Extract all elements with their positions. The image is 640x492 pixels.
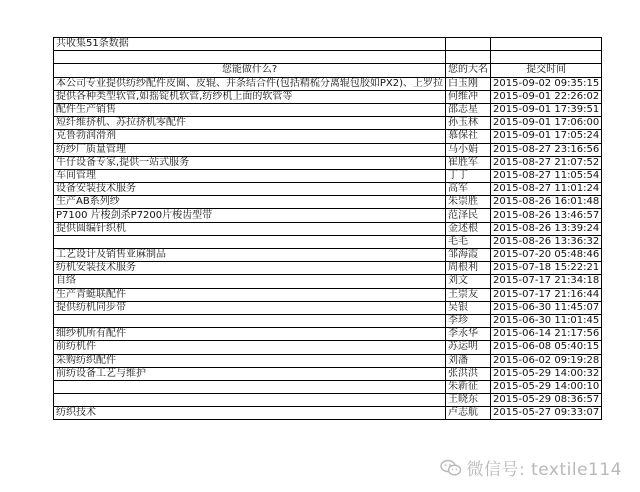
empty-cell[interactable] xyxy=(491,51,602,64)
cell-submit-time[interactable]: 2015-07-18 15:22:21 xyxy=(491,262,602,275)
header-row xyxy=(54,64,602,77)
cell-what-can-you-do[interactable]: 提供各种类型软管,如摇锭机软管,纺纱机上面的软管等 xyxy=(54,90,446,103)
cell-submit-time[interactable]: 2015-09-02 09:35:15 xyxy=(491,77,602,90)
cell-your-name[interactable]: 李永华 xyxy=(446,328,491,341)
table-row xyxy=(54,77,602,90)
cell-your-name[interactable]: 朱崇胜 xyxy=(446,196,491,209)
cell-submit-time[interactable]: 2015-08-27 11:01:24 xyxy=(491,183,602,196)
cell-submit-time[interactable]: 2015-08-27 21:07:52 xyxy=(491,156,602,169)
table-row xyxy=(54,196,602,209)
table-row xyxy=(54,169,602,182)
cell-what-can-you-do[interactable]: 采购纺织配件 xyxy=(54,354,446,367)
cell-your-name[interactable]: 丁丁 xyxy=(446,169,491,182)
cell-what-can-you-do[interactable]: 车间管理 xyxy=(54,169,446,182)
cell-what-can-you-do[interactable]: 生产AB系列纱 xyxy=(54,196,446,209)
empty-cell[interactable] xyxy=(491,38,602,51)
cell-what-can-you-do[interactable]: 提供纺机同步带 xyxy=(54,301,446,314)
cell-submit-time[interactable]: 2015-05-27 09:33:07 xyxy=(491,407,602,420)
cell-your-name[interactable]: 王晓东 xyxy=(446,394,491,407)
cell-your-name[interactable]: 马小娟 xyxy=(446,143,491,156)
table-row xyxy=(54,314,602,327)
table-row xyxy=(54,90,602,103)
cell-submit-time[interactable]: 2015-06-08 05:40:15 xyxy=(491,341,602,354)
cell-what-can-you-do[interactable]: 牛仔设备专家,提供一站式服务 xyxy=(54,156,446,169)
table-row xyxy=(54,249,602,262)
cell-submit-time[interactable]: 2015-08-26 13:39:24 xyxy=(491,222,602,235)
cell-what-can-you-do[interactable] xyxy=(54,380,446,393)
table-row xyxy=(54,156,602,169)
cell-what-can-you-do[interactable]: P7100 片梭剑杀P7200片梭齿型带 xyxy=(54,209,446,222)
cell-your-name[interactable]: 李珍 xyxy=(446,314,491,327)
cell-submit-time[interactable]: 2015-08-26 16:01:48 xyxy=(491,196,602,209)
cell-what-can-you-do[interactable] xyxy=(54,235,446,248)
cell-your-name[interactable]: 周根利 xyxy=(446,262,491,275)
empty-cell[interactable] xyxy=(54,51,446,64)
cell-what-can-you-do[interactable]: 设备安装技术服务 xyxy=(54,183,446,196)
cell-your-name[interactable]: 高军 xyxy=(446,183,491,196)
cell-what-can-you-do[interactable]: 配件生产销售 xyxy=(54,103,446,116)
empty-cell[interactable] xyxy=(446,51,491,64)
table-row xyxy=(54,183,602,196)
cell-your-name[interactable]: 邹海霞 xyxy=(446,249,491,262)
table-row xyxy=(54,117,602,130)
header-what-can-you-do[interactable]: 您能做什么? xyxy=(54,64,446,77)
cell-what-can-you-do[interactable]: 生产青蜓联配件 xyxy=(54,288,446,301)
cell-submit-time[interactable]: 2015-05-29 08:36:57 xyxy=(491,394,602,407)
cell-submit-time[interactable]: 2015-09-01 17:06:00 xyxy=(491,117,602,130)
cell-what-can-you-do[interactable]: 自络 xyxy=(54,275,446,288)
cell-your-name[interactable]: 毛毛 xyxy=(446,235,491,248)
table-row xyxy=(54,301,602,314)
cell-your-name[interactable]: 张洪洪 xyxy=(446,367,491,380)
cell-what-can-you-do[interactable]: 工艺设计及销售亚麻制品 xyxy=(54,249,446,262)
table-row xyxy=(54,367,602,380)
cell-your-name[interactable]: 何维冲 xyxy=(446,90,491,103)
cell-your-name[interactable]: 孙玉林 xyxy=(446,117,491,130)
cell-submit-time[interactable]: 2015-06-30 11:01:45 xyxy=(491,314,602,327)
cell-submit-time[interactable]: 2015-06-02 09:19:28 xyxy=(491,354,602,367)
cell-what-can-you-do[interactable] xyxy=(54,394,446,407)
table-row xyxy=(54,407,602,420)
cell-submit-time[interactable]: 2015-09-01 17:39:51 xyxy=(491,103,602,116)
wechat-icon xyxy=(440,459,462,477)
watermark-text: 微信号: textile114 xyxy=(466,460,622,480)
table-row xyxy=(54,130,602,143)
cell-your-name[interactable]: 崔胜军 xyxy=(446,156,491,169)
cell-what-can-you-do[interactable]: 纺织技术 xyxy=(54,407,446,420)
cell-your-name[interactable]: 刘文 xyxy=(446,275,491,288)
cell-your-name[interactable]: 慕保社 xyxy=(446,130,491,143)
cell-what-can-you-do[interactable]: 本公司专业提供纺纱配件皮圈、皮辊、并条结合件(包括精梳分离辊包胶如PX2)、上罗拉 xyxy=(54,77,446,90)
cell-your-name[interactable]: 金述根 xyxy=(446,222,491,235)
cell-what-can-you-do[interactable]: 细纱机所有配件 xyxy=(54,328,446,341)
table-row xyxy=(54,262,602,275)
table-row xyxy=(54,235,602,248)
cell-submit-time[interactable]: 2015-08-27 23:16:56 xyxy=(491,143,602,156)
cell-what-can-you-do[interactable]: 前纺机件 xyxy=(54,341,446,354)
cell-what-can-you-do[interactable]: 短纤维挤机、苏拉挤机零配件 xyxy=(54,117,446,130)
cell-submit-time[interactable]: 2015-06-14 21:17:56 xyxy=(491,328,602,341)
cell-your-name[interactable]: 白玉刚 xyxy=(446,77,491,90)
cell-submit-time[interactable]: 2015-08-27 11:05:54 xyxy=(491,169,602,182)
cell-your-name[interactable]: 卢志航 xyxy=(446,407,491,420)
header-submit-time[interactable]: 提交时间 xyxy=(491,64,602,77)
cell-submit-time[interactable]: 2015-07-17 21:34:18 xyxy=(491,275,602,288)
cell-submit-time[interactable]: 2015-07-17 21:16:44 xyxy=(491,288,602,301)
table-row xyxy=(54,222,602,235)
cell-your-name[interactable]: 范泽民 xyxy=(446,209,491,222)
table-row xyxy=(54,380,602,393)
table-row xyxy=(54,275,602,288)
cell-what-can-you-do[interactable]: 提供圆编针织机 xyxy=(54,222,446,235)
cell-what-can-you-do[interactable]: 前纺设备工艺与维护 xyxy=(54,367,446,380)
table-row xyxy=(54,394,602,407)
cell-submit-time[interactable]: 2015-09-01 22:26:02 xyxy=(491,90,602,103)
cell-what-can-you-do[interactable] xyxy=(54,314,446,327)
empty-cell[interactable] xyxy=(446,38,491,51)
cell-your-name[interactable]: 朱新征 xyxy=(446,380,491,393)
header-your-name[interactable]: 您的大名 xyxy=(446,64,491,77)
cell-submit-time[interactable]: 2015-06-30 11:45:07 xyxy=(491,301,602,314)
cell-what-can-you-do[interactable]: 纺机安装技术服务 xyxy=(54,262,446,275)
cell-submit-time[interactable]: 2015-08-26 13:36:32 xyxy=(491,235,602,248)
total-row xyxy=(54,38,602,51)
table-row xyxy=(54,103,602,116)
total-count-cell[interactable]: 共收集51条数据 xyxy=(54,38,446,51)
table-row xyxy=(54,143,602,156)
wechat-watermark xyxy=(440,455,622,480)
cell-your-name[interactable]: 吴银 xyxy=(446,301,491,314)
cell-your-name[interactable]: 邵志星 xyxy=(446,103,491,116)
cell-submit-time[interactable]: 2015-08-26 13:46:57 xyxy=(491,209,602,222)
table-row xyxy=(54,209,602,222)
cell-your-name[interactable]: 苏运明 xyxy=(446,341,491,354)
cell-your-name[interactable]: 刘潘 xyxy=(446,354,491,367)
table-row xyxy=(54,354,602,367)
cell-what-can-you-do[interactable]: 克鲁勃润滑剂 xyxy=(54,130,446,143)
table-row xyxy=(54,288,602,301)
table-row xyxy=(54,341,602,354)
cell-your-name[interactable]: 王崇友 xyxy=(446,288,491,301)
cell-submit-time[interactable]: 2015-07-20 05:48:46 xyxy=(491,249,602,262)
cell-submit-time[interactable]: 2015-09-01 17:05:24 xyxy=(491,130,602,143)
cell-submit-time[interactable]: 2015-05-29 14:00:10 xyxy=(491,380,602,393)
cell-what-can-you-do[interactable]: 纺纱厂质量管理 xyxy=(54,143,446,156)
table-row xyxy=(54,328,602,341)
survey-table xyxy=(53,37,602,420)
blank-row xyxy=(54,51,602,64)
cell-submit-time[interactable]: 2015-05-29 14:00:32 xyxy=(491,367,602,380)
